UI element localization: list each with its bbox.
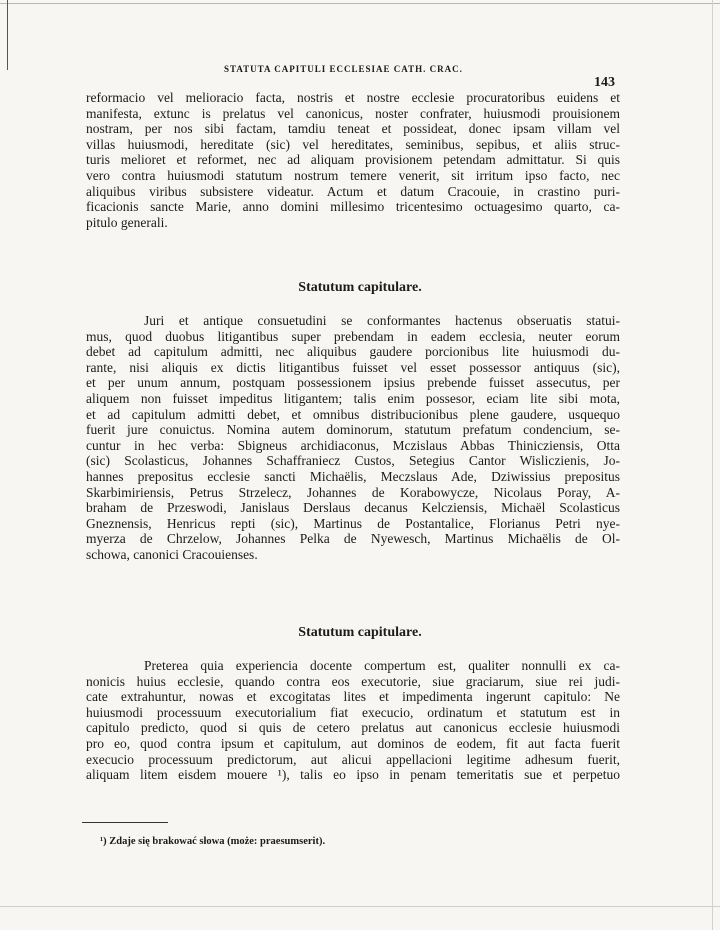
text-line: aliquem non fuisset impeditus litigantem; talis enim possesor, eciam lite sibi mota, <box>86 390 620 406</box>
text-line: hannes prepositus ecclesie sancti Michaëlis, Meczslaus Ade, Dziwissius prepositus <box>86 468 620 484</box>
section-heading-1: Statutum capitulare. <box>298 280 422 295</box>
text-line: cuntur in hec verba: Sbigneus archidiaconus, Mczislaus Abbas Thinicziensis, Otta <box>86 437 620 453</box>
paragraph-3 <box>86 658 620 783</box>
text-line: Gneznensis, Henricus repti (sic), Martinus de Postantalice, Florianus Petri nye- <box>86 515 620 531</box>
text-line: braham de Przeswodi, Janislaus Derslaus decanus Kelcziensis, Michaël Scolasticus <box>86 500 620 516</box>
text-line: mus, quod duobus litigantibus super prebendam in eadem ecclesia, neuter eorum <box>86 328 620 344</box>
text-line: et ad capitulum admitti debet, et omnibus distribucionibus plene gaudere, usquequo <box>86 406 620 422</box>
text-line: vero contra huiusmodi statutum nostrum temere venerit, sit irritum ipso facto, nec <box>86 167 620 183</box>
text-line: rante, nisi aliquis ex dictis litigantibus fuisset vel esset possessor antiquus (sic), <box>86 359 620 375</box>
text-line: manifesta, extunc is prelatus vel canonicus, noster confrater, huiusmodi prouisionem <box>86 105 620 121</box>
text-line: schowa, canonici Cracouienses. <box>86 546 258 562</box>
text-line: pitulo generali. <box>86 214 168 230</box>
text-line: ficacionis sancte Marie, anno domini millesimo tricentesimo octuagesimo quarto, ca- <box>86 199 620 215</box>
text-line: fuerit jure conuictus. Nomina autem dominorum, statutum prefatum condencium, se- <box>86 422 620 438</box>
text-line: pro eo, quod contra ipsum et capitulum, aut dominos de eodem, fit aut facta fuerit <box>86 735 620 751</box>
text-line: aliquam litem eisdem mouere ¹), talis eo ipso in penam temeritatis sue et perpetuo <box>86 767 620 783</box>
text-line: nostram, per nos sibi factam, tamdiu teneat et possideat, donec ipsam villam vel <box>86 121 620 137</box>
paragraph-1 <box>86 90 620 230</box>
page-edge-top <box>0 3 720 4</box>
text-line: capitulo predicto, quod si quis de cetero prelatus aut canonicus ecclesie huiusmodi <box>86 720 620 736</box>
text-line: reformacio vel melioracio facta, nostris et nostre ecclesie procuratoribus euidens et <box>86 90 620 105</box>
text-line: cate extrahuntur, nowas et excogitatas lites et impedimenta ingerunt capitulo: Ne <box>86 689 620 705</box>
text-line: et per unum annum, postquam possessionem ipsius prebende fuisset assecutus, per <box>86 375 620 391</box>
running-head: STATUTA CAPITULI ECCLESIAE CATH. CRAC. <box>224 64 463 74</box>
paragraph-2 <box>86 313 620 563</box>
page-edge-right <box>712 0 713 930</box>
page-edge-bottom <box>0 906 720 907</box>
text-line: Skarbimiriensis, Petrus Strzelecz, Johannes de Korabowycze, Nicolaus Poray, A- <box>86 484 620 500</box>
text-line: nonicis huius ecclesie, quando contra eos executorie, siue graciarum, siue rei judi- <box>86 673 620 689</box>
text-line: myerza de Chrzelow, Johannes Pelka de Nyewesch, Martinus Michaëlis de Ol- <box>86 531 620 547</box>
text-line: execucio processuum predictorum, aut alicui appellacioni legitime adhesum fuerit, <box>86 751 620 767</box>
page-edge-left <box>7 0 8 70</box>
footnote: ¹) Zdaje się brakować słowa (może: praesumserit). <box>100 836 326 847</box>
text-line: (sic) Scolasticus, Johannes Schaffraniecz Custos, Setegius Cantor Wisliczienis, Jo- <box>86 453 620 469</box>
text-line: Juri et antique consuetudini se conformantes hactenus obseruatis statui- <box>144 313 620 328</box>
text-line: debet ad capitulum admitti, nec aliquibus gaudere porcionibus lite huiusmodi du- <box>86 344 620 360</box>
text-line: huiusmodi processuum executorialium fiat execucio, ordinatum et statutum est in <box>86 704 620 720</box>
text-line: Preterea quia experiencia docente compertum est, qualiter nonnulli ex ca- <box>144 658 620 673</box>
page-number: 143 <box>594 75 615 90</box>
section-heading-2: Statutum capitulare. <box>298 625 422 640</box>
text-line: villas huiusmodi, hereditate (sic) vel hereditates, seminibus, sepibus, et aliis struc- <box>86 136 620 152</box>
text-line: turis melioret et reformet, nec ad aliquam provisionem petendam admittatur. Si quis <box>86 152 620 168</box>
text-line: aliquibus viribus subsistere videatur. Actum et datum Cracouie, in crastino puri- <box>86 183 620 199</box>
footnote-rule <box>82 822 168 823</box>
